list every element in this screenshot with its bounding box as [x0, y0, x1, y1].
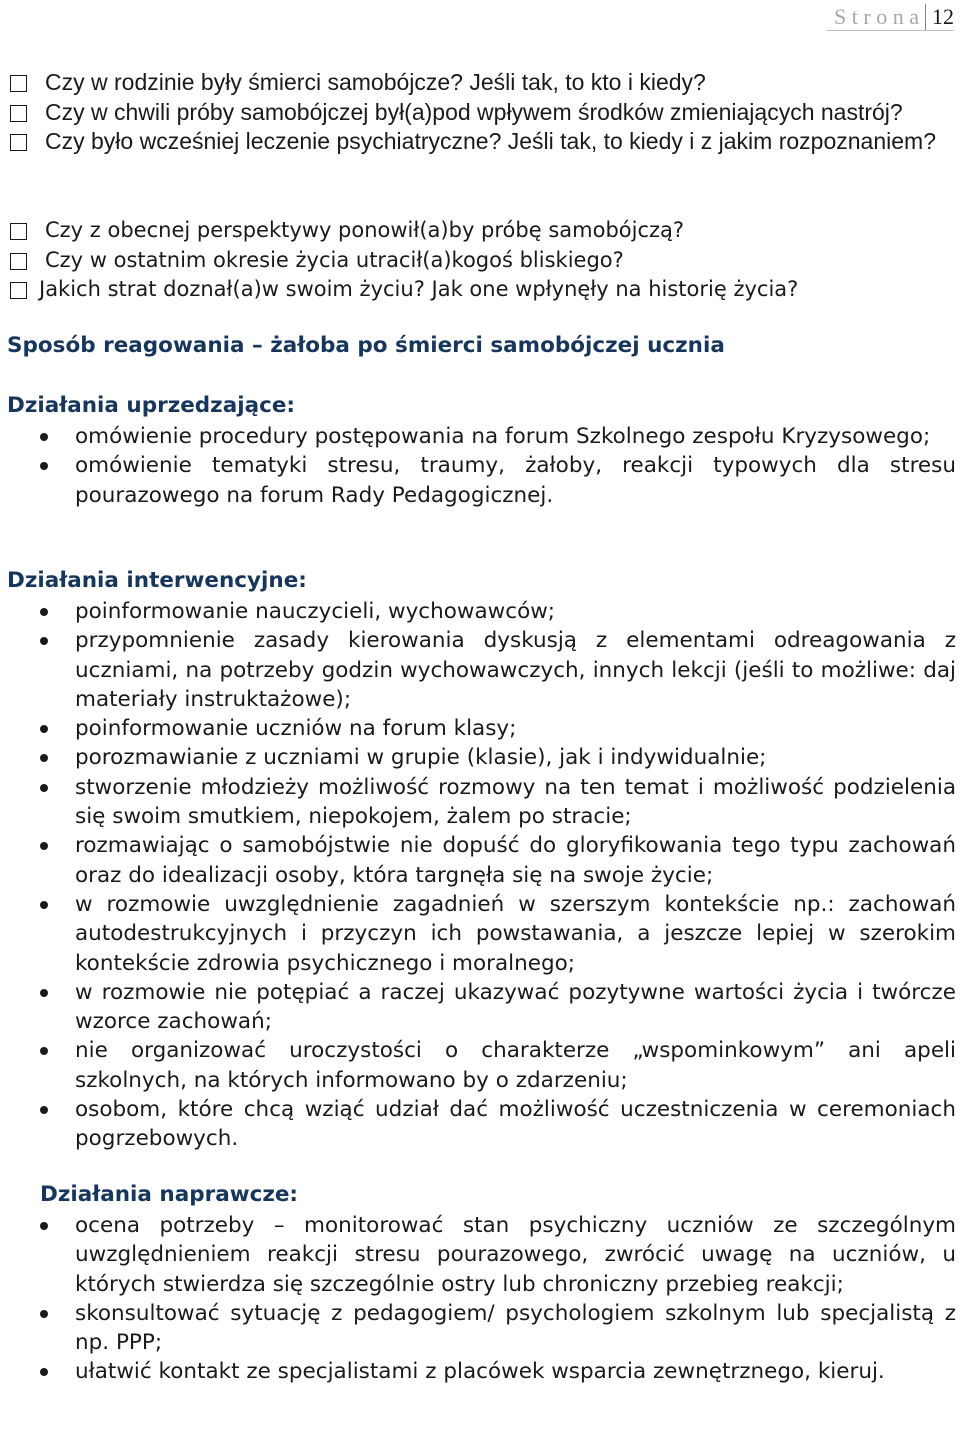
header-separator [925, 4, 926, 30]
question-text: Czy z obecnej perspektywy ponowił(a)by próbę samobójczą? [45, 218, 685, 242]
checkbox-icon [10, 253, 27, 270]
page-header [826, 0, 954, 31]
list-item: w rozmowie uwzględnienie zagadnień w szerszym kontekście np.: zachowań autodestrukcyjnych i przyczyn ich powstawania, a jeszcze lepiej w szerokim kontekście zdrowia psychicznego i moralnego; [7, 890, 956, 978]
checkbox-icon [10, 223, 27, 240]
list-item: omówienie tematyki stresu, traumy, żałoby, reakcji typowych dla stresu pourazowego na forum Rady Pedagogicznej. [7, 451, 956, 510]
question-list-continued [7, 216, 957, 305]
question-item [7, 275, 957, 305]
list-item: w rozmowie nie potępiać a raczej ukazywać pozytywne wartości życia i twórcze wzorce zachowań; [7, 978, 956, 1037]
list-item: poinformowanie nauczycieli, wychowawców; [7, 597, 956, 626]
list-item: osobom, które chcą wziąć udział dać możliwość uczestniczenia w ceremoniach pogrzebowych. [7, 1095, 956, 1154]
bullet-icon [7, 831, 75, 890]
bullet-icon [7, 1299, 75, 1358]
main-heading: Sposób reagowania – żałoba po śmierci samobójczej ucznia [7, 333, 725, 358]
question-item [7, 127, 957, 157]
question-text: Jakich strat doznał(a)w swoim życiu? Jak one wpłynęły na historię życia? [39, 277, 799, 301]
question-list [7, 68, 957, 157]
checkbox-icon [10, 134, 27, 151]
list-item: skonsultować sytuację z pedagogiem/ psychologiem szkolnym lub specjalistą z np. PPP; [7, 1299, 956, 1358]
question-item [7, 98, 957, 128]
section-title-intervention: Działania interwencyjne: [7, 568, 307, 593]
section-title-remedial: Działania naprawcze: [40, 1182, 299, 1207]
list-item: stworzenie młodzieży możliwość rozmowy na ten temat i możliwość podzielenia się swoim smutkiem, niepokojem, żalem po stracie; [7, 773, 956, 832]
bullet-icon [7, 890, 75, 978]
bullet-icon [7, 1095, 75, 1154]
bullet-icon [7, 1211, 75, 1299]
question-text: Czy było wcześniej leczenie psychiatryczne? Jeśli tak, to kiedy i z jakim rozpoznaniem? [45, 128, 936, 154]
list-item: nie organizować uroczystości o charakterze „wspominkowym” ani apeli szkolnych, na których informowano by o zdarzeniu; [7, 1036, 956, 1095]
list-item: porozmawianie z uczniami w grupie (klasie), jak i indywidualnie; [7, 743, 956, 772]
list-item: poinformowanie uczniów na forum klasy; [7, 714, 956, 743]
bullet-icon [7, 773, 75, 832]
bullet-icon [7, 597, 75, 626]
bullet-icon [7, 1357, 75, 1386]
list-item: przypomnienie zasady kierowania dyskusją z elementami odreagowania z uczniami, na potrzeby godzin wychowawczych, innych lekcji (jeśli to możliwe: daj materiały instruktażowe); [7, 626, 956, 714]
question-text: Czy w rodzinie były śmierci samobójcze? Jeśli tak, to kto i kiedy? [45, 69, 706, 95]
section-title-preventive: Działania uprzedzające: [7, 393, 296, 418]
bullet-icon [7, 422, 75, 451]
question-text: Czy w ostatnim okresie życia utracił(a)kogoś bliskiego? [45, 247, 624, 272]
bullet-icon [7, 714, 75, 743]
intervention-list [7, 597, 956, 1154]
question-item [7, 68, 957, 98]
page-number: 12 [932, 4, 954, 29]
checkbox-icon [10, 282, 27, 299]
question-item [7, 246, 957, 276]
question-text: Czy w chwili próby samobójczej był(a)pod wpływem środków zmieniających nastrój? [45, 98, 903, 125]
bullet-icon [7, 743, 75, 772]
checkbox-icon [10, 75, 27, 92]
list-item: ocena potrzeby – monitorować stan psychiczny uczniów ze szczególnym uwzględnieniem reakcji stresu pourazowego, zwrócić uwagę na uczniów, u których stwierdza się szczególnie ostry lub chroniczny przebieg reakcji; [7, 1211, 956, 1299]
preventive-list [7, 422, 956, 510]
bullet-icon [7, 978, 75, 1037]
list-item: ułatwić kontakt ze specjalistami z placówek wsparcia zewnętrznego, kieruj. [7, 1357, 956, 1386]
list-item: rozmawiając o samobójstwie nie dopuść do gloryfikowania tego typu zachowań oraz do idealizacji osoby, która targnęła się na swoje życie; [7, 831, 956, 890]
question-item [7, 216, 957, 246]
list-item: omówienie procedury postępowania na forum Szkolnego zespołu Kryzysowego; [7, 422, 956, 451]
remedial-list [7, 1211, 956, 1387]
bullet-icon [7, 1036, 75, 1095]
bullet-icon [7, 451, 75, 510]
bullet-icon [7, 626, 75, 714]
page-label: S t r o n a [834, 4, 919, 29]
